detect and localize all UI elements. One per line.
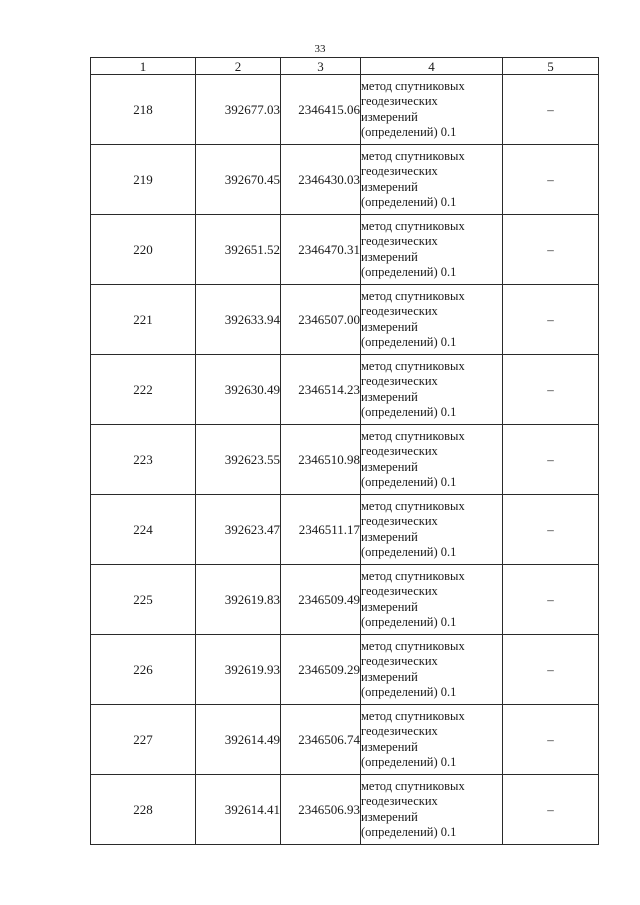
table-row <box>91 775 599 845</box>
x-coordinate-cell: 392670.45 <box>196 145 281 215</box>
table-row <box>91 355 599 425</box>
method-line: (определений) 0.1 <box>361 125 457 139</box>
table-row <box>91 215 599 285</box>
table-row <box>91 425 599 495</box>
point-number-cell: 226 <box>91 635 196 705</box>
point-number-cell: 218 <box>91 75 196 145</box>
x-coordinate-cell: 392623.47 <box>196 495 281 565</box>
x-coordinate-cell: 392630.49 <box>196 355 281 425</box>
y-coordinate-cell: 2346430.03 <box>281 145 361 215</box>
method-line: (определений) 0.1 <box>361 615 457 629</box>
method-line: (определений) 0.1 <box>361 545 457 559</box>
note-cell: – <box>503 355 599 425</box>
note-cell: – <box>503 775 599 845</box>
table-row <box>91 495 599 565</box>
note-cell: – <box>503 425 599 495</box>
column-header-4: 4 <box>361 58 503 75</box>
point-number-cell: 223 <box>91 425 196 495</box>
method-line: (определений) 0.1 <box>361 195 457 209</box>
method-line: метод спутниковых <box>361 78 465 93</box>
method-line: метод спутниковых <box>361 148 465 163</box>
note-cell: – <box>503 635 599 705</box>
method-line: (определений) 0.1 <box>361 685 457 699</box>
method-line: (определений) 0.1 <box>361 265 457 279</box>
table-body <box>91 75 599 845</box>
note-cell: – <box>503 285 599 355</box>
method-line: геодезических <box>361 374 438 388</box>
point-number-cell: 219 <box>91 145 196 215</box>
method-line: метод спутниковых <box>361 358 465 373</box>
method-line: геодезических <box>361 584 438 598</box>
method-line: (определений) 0.1 <box>361 405 457 419</box>
x-coordinate-cell: 392677.03 <box>196 75 281 145</box>
method-cell <box>361 495 503 565</box>
point-number-cell: 220 <box>91 215 196 285</box>
method-cell <box>361 355 503 425</box>
table-row <box>91 635 599 705</box>
method-line: измерений <box>361 459 418 474</box>
method-line: (определений) 0.1 <box>361 475 457 489</box>
method-line: измерений <box>361 809 418 824</box>
method-line: геодезических <box>361 94 438 108</box>
method-cell <box>361 705 503 775</box>
method-line: геодезических <box>361 444 438 458</box>
method-line: геодезических <box>361 304 438 318</box>
method-line: (определений) 0.1 <box>361 335 457 349</box>
point-number-cell: 224 <box>91 495 196 565</box>
method-line: метод спутниковых <box>361 288 465 303</box>
method-line: геодезических <box>361 514 438 528</box>
table-row <box>91 75 599 145</box>
y-coordinate-cell: 2346509.29 <box>281 635 361 705</box>
y-coordinate-cell: 2346509.49 <box>281 565 361 635</box>
method-line: геодезических <box>361 724 438 738</box>
x-coordinate-cell: 392614.49 <box>196 705 281 775</box>
column-header-2: 2 <box>196 58 281 75</box>
method-cell <box>361 565 503 635</box>
note-cell: – <box>503 75 599 145</box>
point-number-cell: 225 <box>91 565 196 635</box>
method-line: метод спутниковых <box>361 218 465 233</box>
method-line: геодезических <box>361 794 438 808</box>
note-cell: – <box>503 705 599 775</box>
method-line: геодезических <box>361 654 438 668</box>
method-cell <box>361 425 503 495</box>
y-coordinate-cell: 2346506.93 <box>281 775 361 845</box>
column-header-3: 3 <box>281 58 361 75</box>
method-line: геодезических <box>361 234 438 248</box>
method-line: геодезических <box>361 164 438 178</box>
column-header-5: 5 <box>503 58 599 75</box>
point-number-cell: 222 <box>91 355 196 425</box>
method-line: (определений) 0.1 <box>361 825 457 839</box>
y-coordinate-cell: 2346514.23 <box>281 355 361 425</box>
page-number: 33 <box>314 43 326 55</box>
method-line: измерений <box>361 249 418 264</box>
method-line: метод спутниковых <box>361 568 465 583</box>
method-line: измерений <box>361 319 418 334</box>
table-row <box>91 705 599 775</box>
x-coordinate-cell: 392633.94 <box>196 285 281 355</box>
method-line: измерений <box>361 389 418 404</box>
x-coordinate-cell: 392619.83 <box>196 565 281 635</box>
y-coordinate-cell: 2346507.00 <box>281 285 361 355</box>
method-line: измерений <box>361 739 418 754</box>
table-row <box>91 565 599 635</box>
x-coordinate-cell: 392614.41 <box>196 775 281 845</box>
method-cell <box>361 635 503 705</box>
method-line: измерений <box>361 179 418 194</box>
table-header-row <box>91 58 599 75</box>
y-coordinate-cell: 2346506.74 <box>281 705 361 775</box>
method-line: измерений <box>361 669 418 684</box>
note-cell: – <box>503 215 599 285</box>
method-line: метод спутниковых <box>361 428 465 443</box>
note-cell: – <box>503 565 599 635</box>
x-coordinate-cell: 392623.55 <box>196 425 281 495</box>
method-line: измерений <box>361 109 418 124</box>
method-line: измерений <box>361 599 418 614</box>
point-number-cell: 221 <box>91 285 196 355</box>
method-line: (определений) 0.1 <box>361 755 457 769</box>
method-cell <box>361 145 503 215</box>
method-line: метод спутниковых <box>361 638 465 653</box>
coordinates-table <box>90 57 599 845</box>
note-cell: – <box>503 145 599 215</box>
y-coordinate-cell: 2346415.06 <box>281 75 361 145</box>
method-line: метод спутниковых <box>361 778 465 793</box>
note-cell: – <box>503 495 599 565</box>
table-row <box>91 285 599 355</box>
method-cell <box>361 775 503 845</box>
point-number-cell: 227 <box>91 705 196 775</box>
method-cell <box>361 285 503 355</box>
x-coordinate-cell: 392651.52 <box>196 215 281 285</box>
method-line: метод спутниковых <box>361 708 465 723</box>
method-cell <box>361 75 503 145</box>
method-line: измерений <box>361 529 418 544</box>
point-number-cell: 228 <box>91 775 196 845</box>
table-row <box>91 145 599 215</box>
y-coordinate-cell: 2346510.98 <box>281 425 361 495</box>
column-header-1: 1 <box>91 58 196 75</box>
method-cell <box>361 215 503 285</box>
y-coordinate-cell: 2346511.17 <box>281 495 361 565</box>
y-coordinate-cell: 2346470.31 <box>281 215 361 285</box>
method-line: метод спутниковых <box>361 498 465 513</box>
x-coordinate-cell: 392619.93 <box>196 635 281 705</box>
